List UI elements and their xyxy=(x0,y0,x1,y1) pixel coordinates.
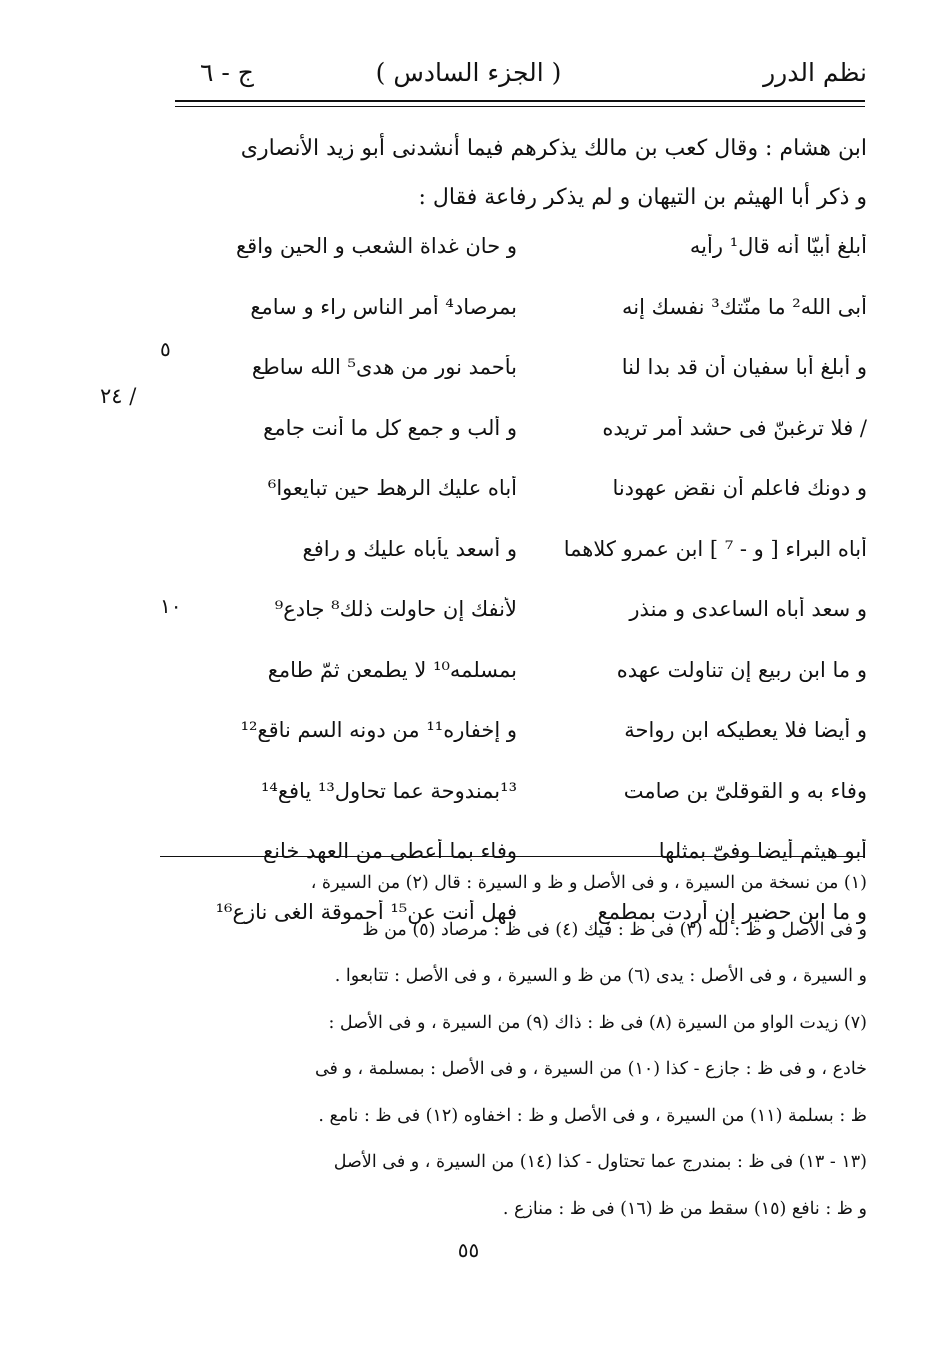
hemistich-first: أبلغ أبيّا أنه قال¹ رأيه xyxy=(689,234,867,258)
hemistich-second: أباه عليك الرهط حين تبايعوا⁶ xyxy=(267,476,517,500)
hemistich-first: و أبلغ أبا سفيان أن قد بدا لنا xyxy=(621,355,867,379)
header-volume-label: ( الجزء السادس ) xyxy=(375,58,562,87)
hemistich-second: لأنفك إن حاولت ذلك⁸ جادع⁹ xyxy=(274,597,517,621)
hemistich-second: و إخفاره¹¹ من دونه السم ناقع¹² xyxy=(240,718,517,742)
verse xyxy=(187,771,867,832)
hemistich-second: و أسعد يأباه عليك و رافع xyxy=(302,536,517,561)
poem xyxy=(187,226,867,952)
line-number-10: ١٠ xyxy=(160,594,182,618)
hemistich-second: فهل أنت عن¹⁵ أحموقة الغى نازع¹⁶ xyxy=(215,899,517,924)
hemistich-second: وفاء بما أعطى من العهد خانع xyxy=(262,839,517,863)
verse xyxy=(187,287,867,348)
hemistich-first: أبى الله² ما منّتك³ نفسك إنه xyxy=(622,294,867,319)
header-rule-thin xyxy=(175,106,865,107)
footnotes xyxy=(167,860,867,1232)
verse xyxy=(187,650,867,711)
hemistich-second: بأحمد نور من هدى⁵ الله ساطع xyxy=(251,355,517,379)
footnote-line: (٧) زيدت الواو من السيرة (٨) فى ظ : ذاك (٩) من السيرة ، و فى الأصل : xyxy=(328,1012,867,1033)
footnote-line: و فى الأصل و ظ : لله (٣) فى ظ : فيك (٤) فى ظ : مرصاد (٥) من ظ xyxy=(362,919,867,940)
hemistich-second: بمسلمه¹⁰ لا يطمعن ثمّ طامع xyxy=(267,657,517,682)
verse xyxy=(187,347,867,408)
verse xyxy=(187,408,867,469)
hemistich-second: و ألب و جمع كل ما أنت جامع xyxy=(263,415,517,440)
hemistich-first: و أيضا فلا يعطيكه ابن رواحة xyxy=(624,718,867,742)
footnote-line: و السيرة ، و فى الأصل : يدى (٦) من ظ و السيرة ، و فى الأصل : تتابعوا . xyxy=(334,966,867,986)
hemistich-first: و دونك فاعلم أن نقض عهودنا xyxy=(612,476,867,500)
footnote-line: خادع ، و فى ظ : جازع - كذا (١٠) من السيرة ، و فى الأصل : بمسلمة ، و فى xyxy=(314,1059,867,1079)
hemistich-first: / فلا ترغبنّ فى حشد أمر تريده xyxy=(602,415,867,440)
hemistich-first: و ما ابن ربيع إن تناولت عهده xyxy=(616,657,867,682)
line-number-5: ٥ xyxy=(160,337,171,361)
footnote-line: (١٣ - ١٣) فى ظ : بمندرج عما تحتاول - كذا (١٤) من السيرة ، و فى الأصل xyxy=(333,1152,867,1172)
verse xyxy=(187,468,867,529)
header-book-title: نظم الدرر xyxy=(763,58,867,87)
hemistich-first: أباه البراء [ و - ⁷ ] ابن عمرو كلاهما xyxy=(563,536,867,561)
hemistich-first: و ما ابن حضير إن أردت بمطمع xyxy=(597,899,867,924)
prose-line: و ذكر أبا الهيثم بن التيهان و لم يذكر رفاعة فقال : xyxy=(418,185,867,210)
hemistich-second: بمرصاد⁴ أمر الناس راء و سامع xyxy=(250,294,517,319)
footnote-rule xyxy=(160,856,865,857)
page-number: ٥٥ xyxy=(457,1238,480,1262)
prose-intro xyxy=(187,124,867,222)
verse xyxy=(187,529,867,590)
hemistich-first: وفاء به و القوقلىّ بن صامت xyxy=(623,778,867,803)
verse xyxy=(187,226,867,287)
verse xyxy=(187,589,867,650)
verse xyxy=(187,710,867,771)
prose-line: ابن هشام : وقال كعب بن مالك يذكرهم فيما أنشدنى أبو زيد الأنصارى xyxy=(240,136,867,161)
header-rule-thick xyxy=(175,100,865,102)
folio-mark: / ٢٤ xyxy=(100,384,137,408)
footnote-line: (١) من نسخة من السيرة ، و فى الأصل و ظ و السيرة : قال (٢) من السيرة ، xyxy=(310,873,867,893)
header-volume-short: ج - ٦ xyxy=(200,58,254,87)
hemistich-second: و حان غداة الشعب و الحين واقع xyxy=(236,234,517,258)
footnote-line: و ظ : نافع (١٥) سقط من ظ (١٦) فى ظ : منازع . xyxy=(502,1198,867,1219)
hemistich-first: أبو هيثم أيضا وفىّ بمثلها xyxy=(658,839,867,863)
hemistich-second: ¹³بمندوحة عما تحاول¹³ يافع¹⁴ xyxy=(260,778,517,803)
hemistich-first: و سعد أباه الساعدى و منذر xyxy=(629,597,867,621)
footnote-line: ظ : بسلمة (١١) من السيرة ، و فى الأصل و ظ : اخفاوه (١٢) فى ظ : نامع . xyxy=(318,1105,867,1126)
